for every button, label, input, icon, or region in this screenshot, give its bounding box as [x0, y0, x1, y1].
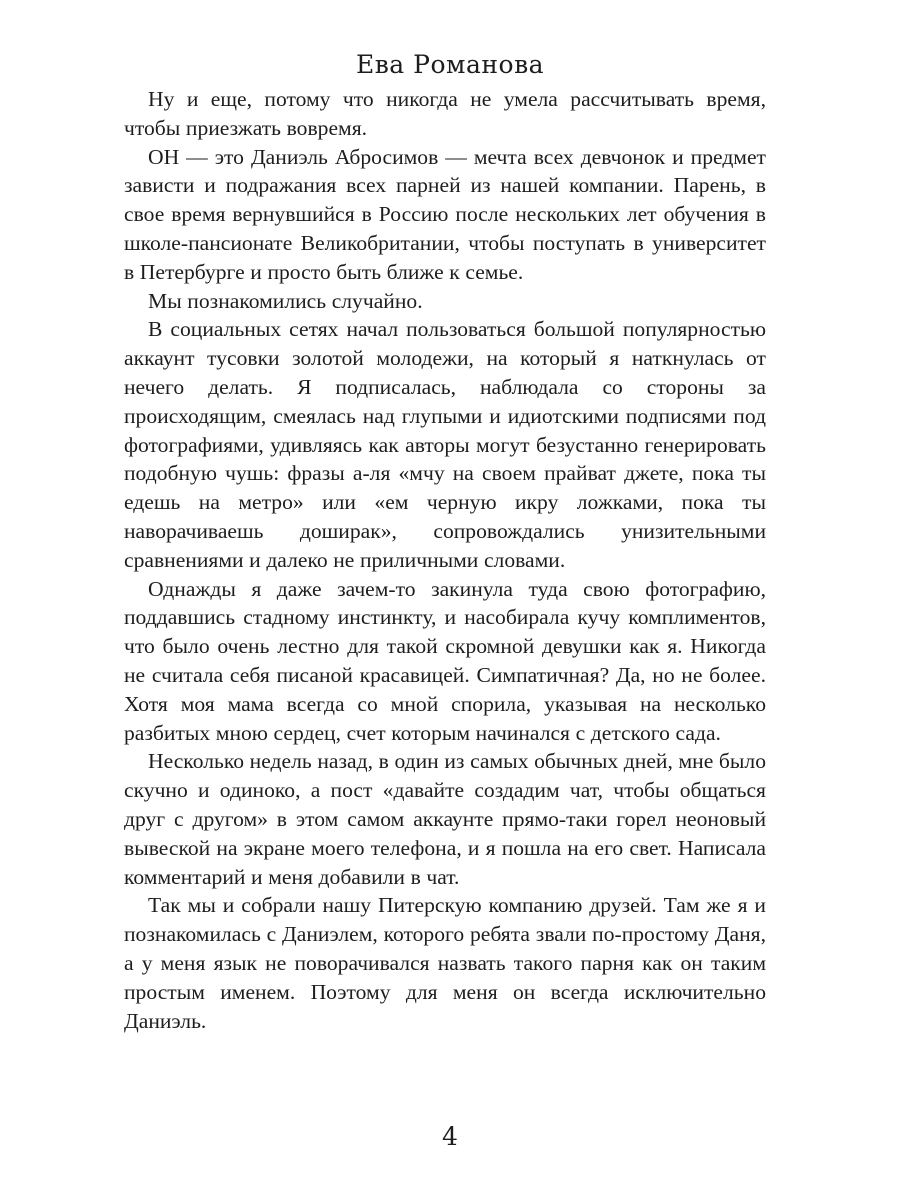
paragraph-3: Мы познакомились случайно. — [148, 288, 423, 313]
paragraph-5: Однажды я даже зачем-то закинула туда свою фотографию, поддавшись стадному инстинкту, и насобирала кучу комплиментов, что было очень лестно для такой скромной девушки как я. Никогда не считала себя писаной красавицей. Симпатичная? Да, но не более. Хотя моя мама всегда со мной спорила, указывая на несколько разбитых мною сердец, счет которым начинался с детского сада. — [124, 576, 766, 745]
paragraph-4: В социальных сетях начал пользоваться большой популярностью аккаунт тусовки золотой молодежи, на который я наткнулась от нечего делать. Я подписалась, наблюдала со стороны за происходящим, смеялась над глупыми и идиотскими подписями под фотографиями, удивляясь как авторы могут безустанно генерировать подобную чушь: фразы а-ля «мчу на своем прайват джете, пока ты едешь на метро» или «ем черную икру ложками, пока ты наворачиваешь доширак», сопровождались унизительными сравнениями и далеко не приличными словами. — [124, 317, 766, 572]
paragraph-6: Несколько недель назад, в один из самых обычных дней, мне было скучно и одиноко, а пост «давайте создадим чат, чтобы общаться друг с другом» в этом самом аккаунте прямо-таки горел неоновый вывеской на экране моего телефона, и я пошла на его свет. Написала комментарий и меня добавили в чат. — [124, 749, 766, 889]
page-number: 4 — [442, 1122, 458, 1151]
paragraph-1: Ну и еще, потому что никогда не умела рассчитывать время, чтобы приезжать вовремя. — [124, 87, 766, 140]
body-text — [124, 85, 766, 1035]
paragraph-7: Так мы и собрали нашу Питерскую компанию друзей. Там же я и познакомилась с Даниэлем, которого ребята звали по-простому Даня, а у меня язык не поворачивался назвать такого парня как он таким простым именем. Поэтому для меня он всегда исключительно Даниэль. — [124, 893, 766, 1033]
running-head-author: Ева Романова — [355, 50, 545, 79]
paragraph-2: ОН — это Даниэль Абросимов — мечта всех девчонок и предмет зависти и подражания всех парней из нашей компании. Парень, в свое время вернувшийся в Россию после нескольких лет обучения в школе-пансионате Великобритании, чтобы поступать в университет в Петербурге и просто быть ближе к семье. — [124, 144, 766, 284]
